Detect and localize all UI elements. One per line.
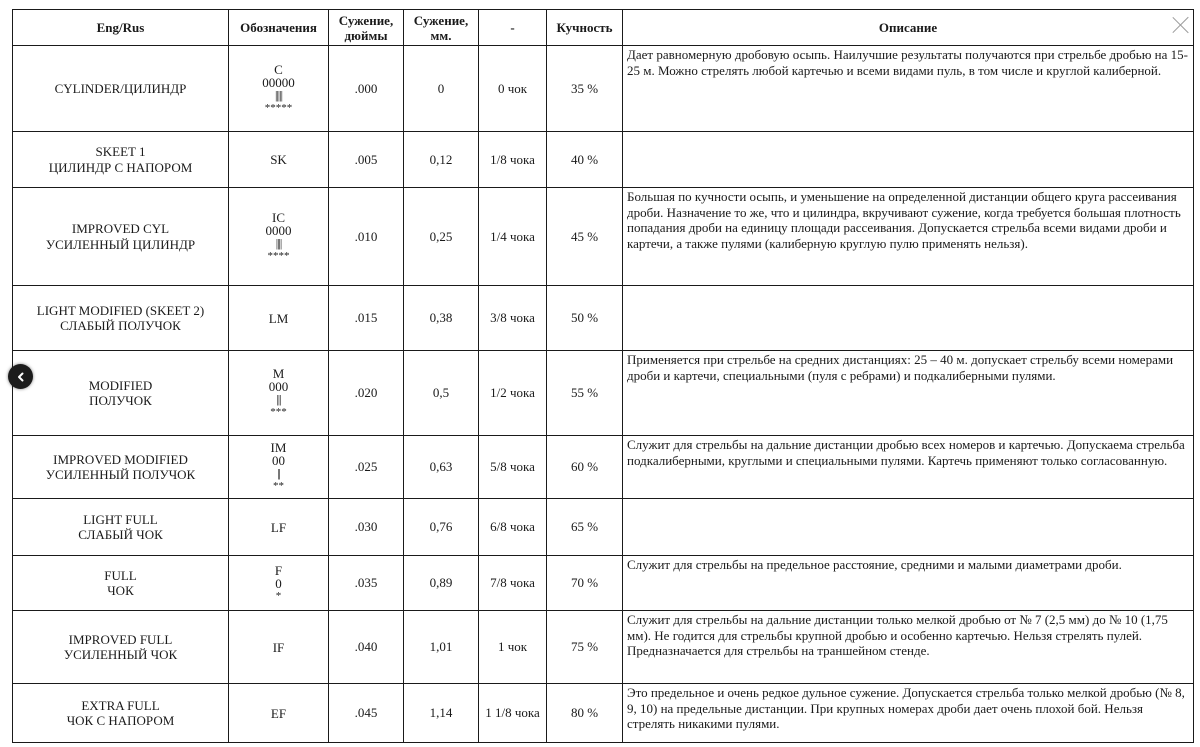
choke-name-en: IMPROVED CYL xyxy=(71,221,170,236)
mark-code: LF xyxy=(270,519,287,535)
mark-stars: *** xyxy=(270,406,287,418)
cell-description: Служит для стрельбы на предельное расстояние, средними и малыми диаметрами дроби. xyxy=(623,556,1194,611)
cell-pattern: 75 % xyxy=(547,611,623,684)
cell-name xyxy=(13,684,229,743)
cell-pattern: 55 % xyxy=(547,351,623,436)
cell-name xyxy=(13,188,229,286)
mark-zeros: 0 xyxy=(275,575,282,591)
choke-name-ru: УСИЛЕННЫЙ ПОЛУЧОК xyxy=(45,467,196,482)
cell-description: Дает равномерную дробовую осыпь. Наилучшие результаты получаются при стрельбе дробью на 15-25 м. Можно стрелять любой картечью и всеми видами пуль, в том числе и круглой калиберной. xyxy=(623,46,1194,132)
cell-pattern: 40 % xyxy=(547,132,623,188)
cell-pattern: 45 % xyxy=(547,188,623,286)
cell-inches: .025 xyxy=(329,436,404,499)
header-row xyxy=(13,10,1194,46)
cell-description xyxy=(623,132,1194,188)
mark-bars: |||| xyxy=(275,235,282,250)
cell-pattern: 70 % xyxy=(547,556,623,611)
mark-stars: ***** xyxy=(264,101,293,114)
cell-inches: .020 xyxy=(329,351,404,436)
header-dash: - xyxy=(479,10,547,46)
cell-inches: .010 xyxy=(329,188,404,286)
cell-mm: 0,5 xyxy=(404,351,479,436)
choke-name-en: MODIFIED xyxy=(88,377,153,393)
cell-marks xyxy=(229,684,329,743)
table-row xyxy=(13,436,1194,499)
choke-name-en: IMPROVED FULL xyxy=(68,631,173,647)
choke-name-en: FULL xyxy=(104,567,137,583)
header-marks: Обозначения xyxy=(229,10,329,46)
cell-fraction: 1/8 чока xyxy=(479,132,547,188)
cell-marks xyxy=(229,351,329,436)
cell-pattern: 60 % xyxy=(547,436,623,499)
table-row xyxy=(13,188,1194,286)
mark-bars: || xyxy=(277,466,280,480)
mark-stars: **** xyxy=(267,249,290,262)
cell-fraction: 0 чок xyxy=(479,46,547,132)
mark-stars: ** xyxy=(273,480,284,492)
mark-zeros: 00 xyxy=(272,453,285,468)
cell-marks xyxy=(229,46,329,132)
header-inches: Сужение, дюймы xyxy=(329,10,404,46)
cell-inches: .035 xyxy=(329,556,404,611)
choke-name-ru: ЦИЛИНДР С НАПОРОМ xyxy=(48,159,193,175)
prev-button[interactable] xyxy=(8,364,33,389)
cell-fraction: 7/8 чока xyxy=(479,556,547,611)
mark-stars: * xyxy=(275,589,282,602)
cell-name xyxy=(13,46,229,132)
cell-description: Большая по кучности осыпь, и уменьшение на определенной дистанции общего круга рассеивания дроби. Назначение то же, что и цилиндра, вкручивают сужение, когда требуется большая плотность попадания дроби на единицу площади рассеивания. Допускается стрельба всеми видами дроби и картечи, а также пулями (калиберную круглую пулю применять нельзя). xyxy=(623,188,1194,286)
cell-description: Применяется при стрельбе на средних дистанциях: 25 – 40 м. допускает стрельбу всеми номерами дроби и картечи, специальными (пуля с ребрами) и подкалиберными пулями. xyxy=(623,351,1194,436)
cell-mm: 0,38 xyxy=(404,286,479,351)
cell-name xyxy=(13,132,229,188)
mark-zeros: 0000 xyxy=(265,222,292,238)
cell-fraction: 5/8 чока xyxy=(479,436,547,499)
cell-name xyxy=(13,499,229,556)
cell-fraction: 3/8 чока xyxy=(479,286,547,351)
cell-pattern: 35 % xyxy=(547,46,623,132)
cell-name xyxy=(13,611,229,684)
choke-name-ru: СЛАБЫЙ ПОЛУЧОК xyxy=(60,318,181,333)
mark-code: SK xyxy=(270,152,287,167)
cell-inches: .005 xyxy=(329,132,404,188)
table-row xyxy=(13,132,1194,188)
choke-name-en: CYLINDER/ЦИЛИНДР xyxy=(54,80,187,96)
mark-code: LM xyxy=(268,310,289,326)
mark-code: C xyxy=(274,61,283,77)
cell-marks xyxy=(229,286,329,351)
choke-name-ru: СЛАБЫЙ ЧОК xyxy=(78,527,163,542)
cell-description xyxy=(623,499,1194,556)
cell-marks xyxy=(229,556,329,611)
choke-name-ru: ЧОК С НАПОРОМ xyxy=(66,713,175,728)
cell-name xyxy=(13,351,229,436)
cell-inches: .040 xyxy=(329,611,404,684)
cell-description xyxy=(623,286,1194,351)
choke-name-en: EXTRA FULL xyxy=(81,697,160,713)
header-pattern: Кучность xyxy=(547,10,623,46)
cell-mm: 0,63 xyxy=(404,436,479,499)
choke-name-en: LIGHT MODIFIED (SKEET 2) xyxy=(36,302,205,318)
cell-marks xyxy=(229,188,329,286)
cell-description: Служит для стрельбы на дальние дистанции только мелкой дробью от № 7 (2,5 мм) до № 10 (1,75 мм). Не годится для стрельбы крупной дробью и особенно картечью. Нельзя стрелять пулей. Предназначается для стрельбы на траншейном стенде. xyxy=(623,611,1194,684)
cell-mm: 0,89 xyxy=(404,556,479,611)
choke-name-ru: УСИЛЕННЫЙ ЧОК xyxy=(63,647,178,662)
cell-mm: 1,14 xyxy=(404,684,479,743)
cell-marks xyxy=(229,132,329,188)
header-mm: Сужение, мм. xyxy=(404,10,479,46)
cell-marks xyxy=(229,499,329,556)
mark-code: F xyxy=(274,562,283,578)
close-icon[interactable] xyxy=(1172,16,1190,34)
cell-inches: .045 xyxy=(329,684,404,743)
cell-mm: 1,01 xyxy=(404,611,479,684)
cell-description: Служит для стрельбы на дальние дистанции дробью всех номеров и картечью. Допускаема стрельба подкалиберными, круглыми и специальными пулями. Картечь применяют только согласованную. xyxy=(623,436,1194,499)
table-row xyxy=(13,611,1194,684)
cell-mm: 0 xyxy=(404,46,479,132)
cell-pattern: 50 % xyxy=(547,286,623,351)
cell-name xyxy=(13,286,229,351)
cell-pattern: 80 % xyxy=(547,684,623,743)
table-row xyxy=(13,684,1194,743)
cell-fraction: 1 1/8 чока xyxy=(479,684,547,743)
table-row xyxy=(13,46,1194,132)
cell-name xyxy=(13,436,229,499)
table-row xyxy=(13,286,1194,351)
mark-bars: ||| xyxy=(276,392,281,406)
cell-description: Это предельное и очень редкое дульное сужение. Допускается стрельба только мелкой дробью (№ 8, 9, 10) на предельные дистанции. При крупных номерах дроби дает очень плохой бой. Нельзя стрелять никакими пулями. xyxy=(623,684,1194,743)
cell-fraction: 6/8 чока xyxy=(479,499,547,556)
mark-code: EF xyxy=(270,705,287,721)
mark-bars: ||||| xyxy=(274,87,282,102)
cell-fraction: 1 чок xyxy=(479,611,547,684)
mark-zeros: 00000 xyxy=(262,74,295,90)
choke-table xyxy=(12,9,1194,743)
table-row xyxy=(13,499,1194,556)
choke-name-ru: ПОЛУЧОК xyxy=(89,393,152,408)
cell-inches: .030 xyxy=(329,499,404,556)
cell-name xyxy=(13,556,229,611)
cell-inches: .000 xyxy=(329,46,404,132)
chevron-left-icon xyxy=(16,372,26,382)
cell-marks xyxy=(229,436,329,499)
cell-fraction: 1/4 чока xyxy=(479,188,547,286)
choke-name-ru: ЧОК xyxy=(107,583,134,598)
cell-mm: 0,25 xyxy=(404,188,479,286)
choke-name-en: LIGHT FULL xyxy=(83,511,158,527)
table-row xyxy=(13,351,1194,436)
mark-code: IF xyxy=(272,639,285,655)
cell-marks xyxy=(229,611,329,684)
cell-fraction: 1/2 чока xyxy=(479,351,547,436)
mark-code: IC xyxy=(272,209,285,225)
table-row xyxy=(13,556,1194,611)
cell-mm: 0,76 xyxy=(404,499,479,556)
cell-mm: 0,12 xyxy=(404,132,479,188)
choke-name-en: IMPROVED MODIFIED xyxy=(53,451,188,467)
header-eng-rus: Eng/Rus xyxy=(13,10,229,46)
cell-pattern: 65 % xyxy=(547,499,623,556)
mark-code: M xyxy=(272,366,285,381)
header-description: Описание xyxy=(623,10,1194,46)
mark-code: IM xyxy=(270,440,287,455)
choke-name-en: SKEET 1 xyxy=(95,144,146,159)
choke-name-ru: УСИЛЕННЫЙ ЦИЛИНДР xyxy=(45,236,196,252)
mark-zeros: 000 xyxy=(268,379,289,394)
cell-inches: .015 xyxy=(329,286,404,351)
